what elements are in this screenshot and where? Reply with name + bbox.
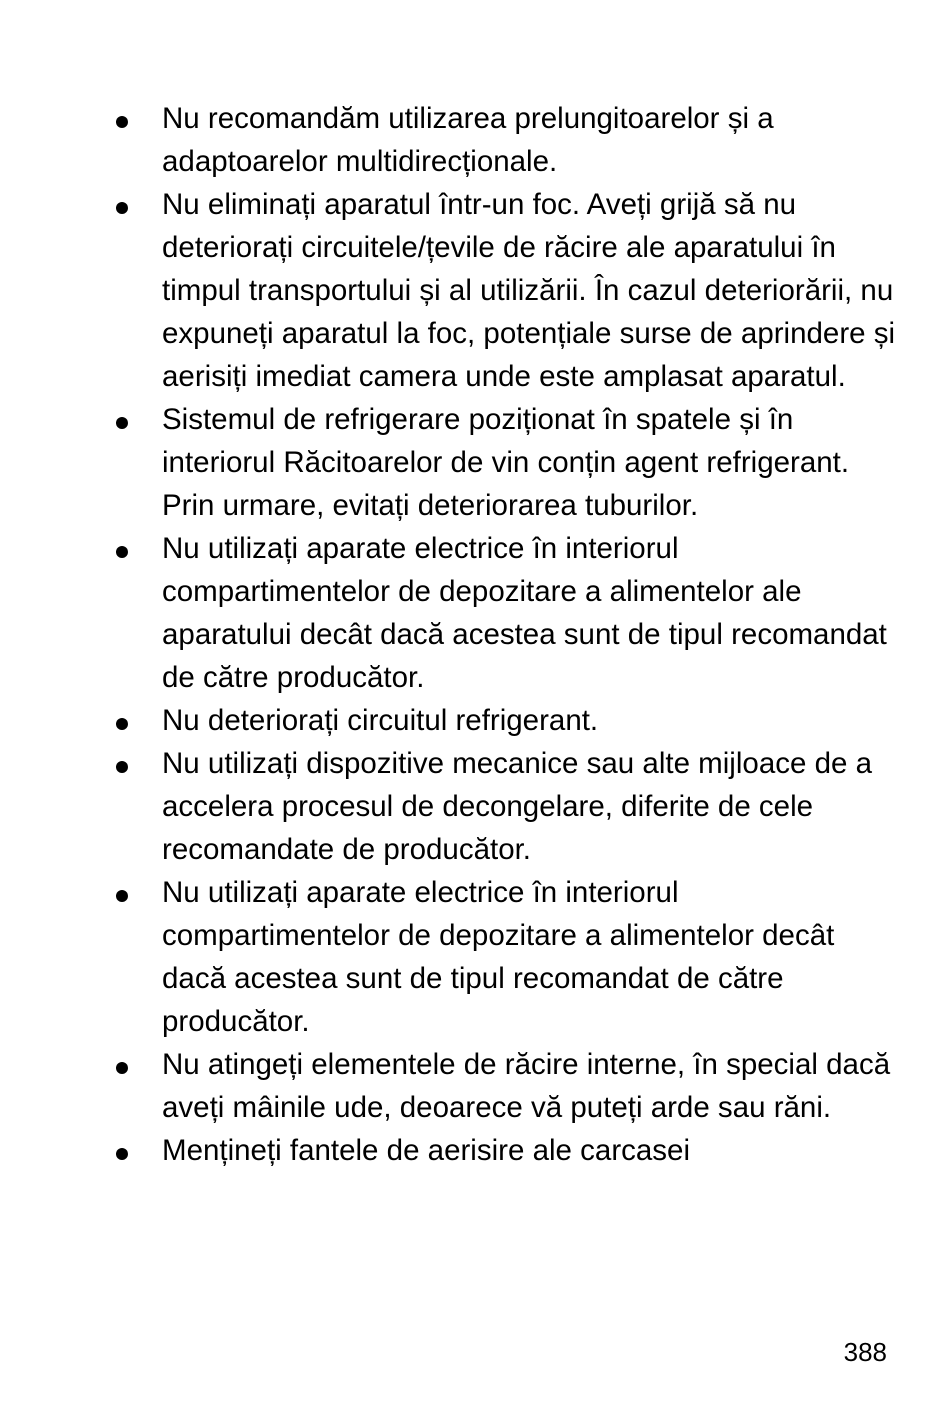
list-item-text: Nu utilizați aparate electrice în interiorul compartimentelor de depozitare a alimentelor ale aparatului decât dacă acestea sunt de tipul recomandat de către producător.	[162, 532, 887, 694]
list-item-text: Nu utilizați dispozitive mecanice sau alte mijloace de a accelera procesul de decongelare, diferite de cele recomandate de producător.	[162, 747, 872, 866]
bullet-icon	[116, 1148, 128, 1160]
bullet-icon	[116, 761, 128, 773]
list-item-text: Nu atingeți elementele de răcire interne, în special dacă aveți mâinile ude, deoarece vă puteți arde sau răni.	[162, 1048, 891, 1124]
list-item	[112, 699, 902, 742]
list-item-text: Nu utilizați aparate electrice în interiorul compartimentelor de depozitare a alimentelor decât dacă acestea sunt de tipul recomandat de către producător.	[162, 876, 835, 1038]
list-item-text: Nu recomandăm utilizarea prelungitoarelor și a adaptoarelor multidirecționale.	[162, 102, 774, 178]
list-item	[112, 871, 902, 1043]
bullet-icon	[116, 1062, 128, 1074]
bullet-icon	[116, 890, 128, 902]
bullet-icon	[116, 202, 128, 214]
list-item	[112, 1043, 902, 1129]
page-number: 388	[843, 1337, 887, 1367]
bullet-icon	[116, 546, 128, 558]
list-item-text: Nu eliminați aparatul într-un foc. Aveți grijă să nu deteriorați circuitele/țevile de răcire ale aparatului în timpul transportului și al utilizării. În cazul deteriorării, nu expuneți aparatul la foc, potențiale surse de aprindere și aerisiți imediat camera unde este amplasat aparatul.	[162, 188, 896, 393]
list-item-text: Mențineți fantele de aerisire ale carcasei	[162, 1134, 691, 1167]
list-item-text: Nu deteriorați circuitul refrigerant.	[162, 704, 599, 737]
list-item	[112, 183, 902, 398]
list-item	[112, 527, 902, 699]
safety-instructions-list	[112, 97, 902, 1172]
list-item	[112, 1129, 902, 1172]
list-item	[112, 97, 902, 183]
bullet-icon	[116, 718, 128, 730]
list-item	[112, 742, 902, 871]
bullet-icon	[116, 417, 128, 429]
list-item-text: Sistemul de refrigerare poziționat în spatele și în interiorul Răcitoarelor de vin conțin agent refrigerant. Prin urmare, evitați deteriorarea tuburilor.	[162, 403, 850, 522]
list-item	[112, 398, 902, 527]
bullet-icon	[116, 116, 128, 128]
